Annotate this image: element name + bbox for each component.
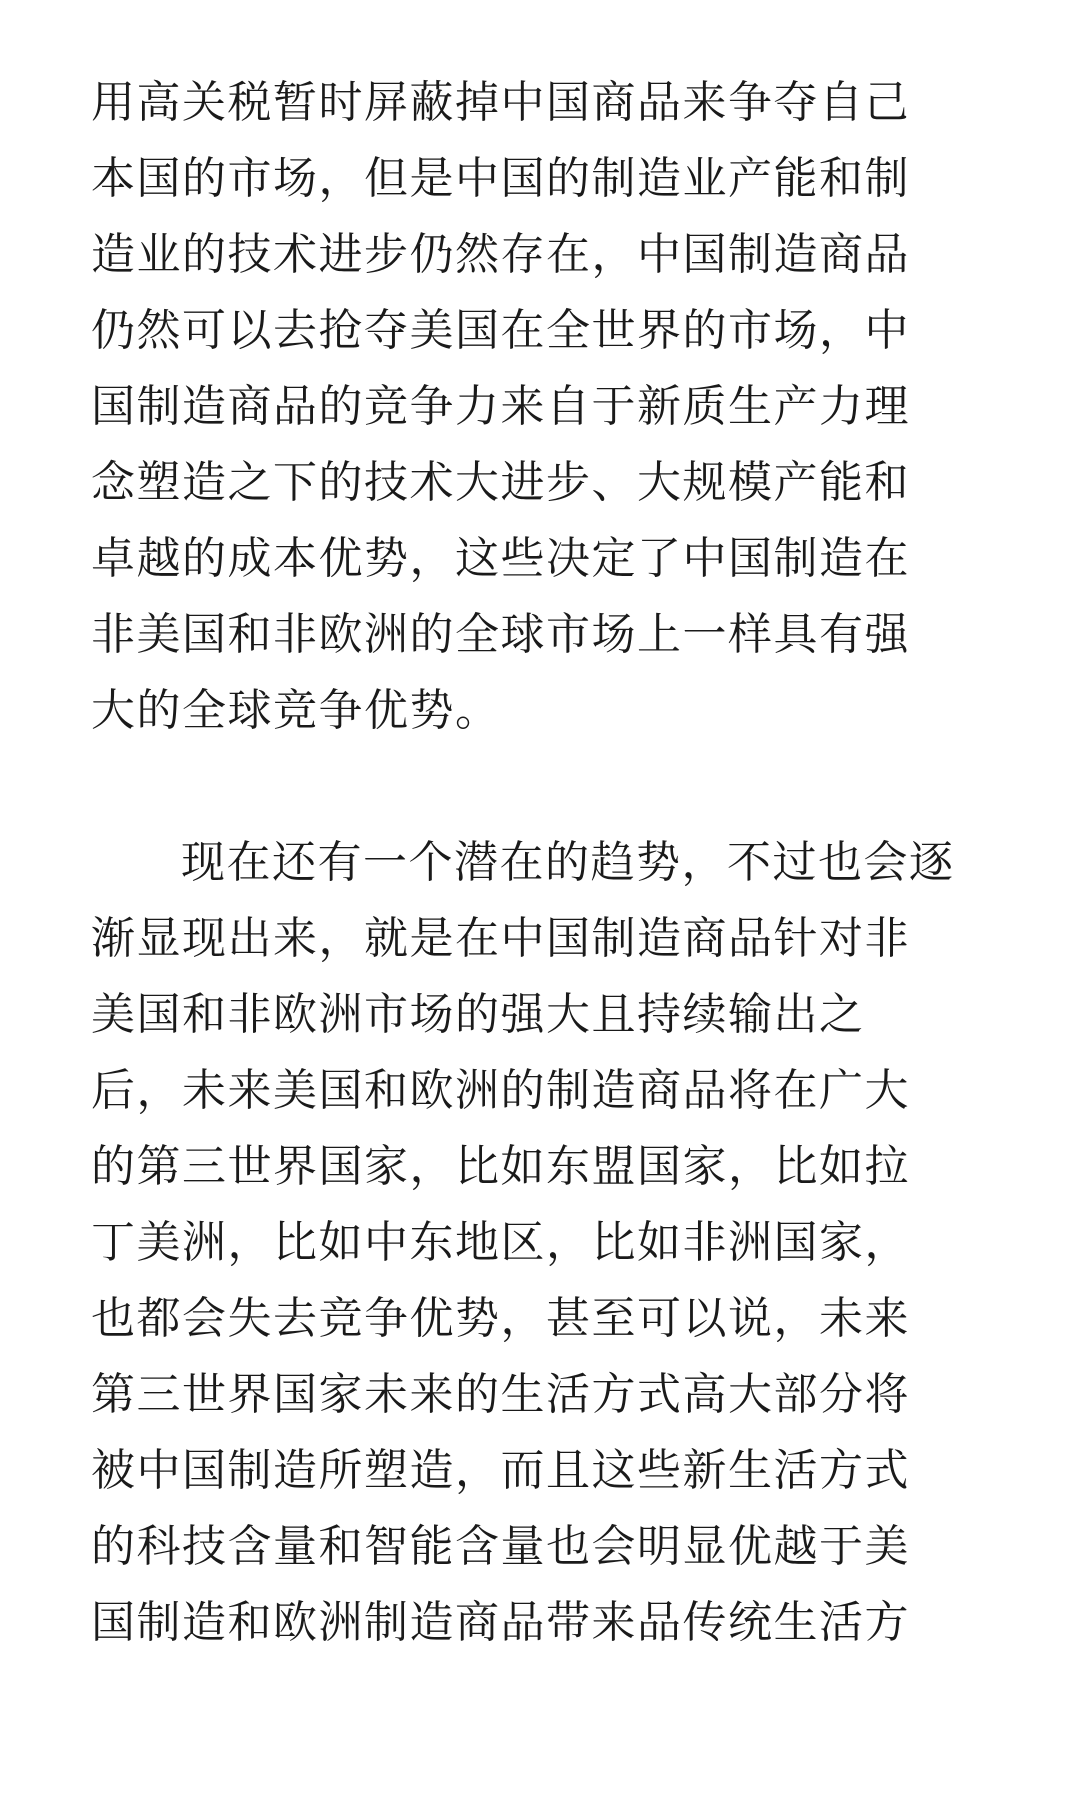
paragraph-1 xyxy=(91,65,991,749)
text-line: 本国的市场，但是中国的制造业产能和制 xyxy=(91,153,910,204)
text-line: 国制造商品的竞争力来自于新质生产力理 xyxy=(91,381,910,432)
text-line-indented xyxy=(91,825,991,901)
text-line: 美国和非欧洲市场的强大且持续输出之 xyxy=(91,989,865,1040)
text-line: 卓越的成本优势，这些决定了中国制造在 xyxy=(91,533,910,584)
paragraph-2 xyxy=(91,825,991,1661)
text-line: 现在还有一个潜在的趋势，不过也会逐 xyxy=(181,837,955,888)
text-line: 用高关税暂时屏蔽掉中国商品来争夺自己 xyxy=(91,77,910,128)
text-line: 仍然可以去抢夺美国在全世界的市场，中 xyxy=(91,305,910,356)
text-line: 也都会失去竞争优势，甚至可以说，未来 xyxy=(91,1293,910,1344)
text-line: 的第三世界国家，比如东盟国家，比如拉 xyxy=(91,1141,910,1192)
text-line: 国制造和欧洲制造商品带来品传统生活方 xyxy=(91,1597,910,1648)
text-line: 被中国制造所塑造，而且这些新生活方式 xyxy=(91,1445,910,1496)
text-line: 丁美洲，比如中东地区，比如非洲国家， xyxy=(91,1217,910,1268)
article-body xyxy=(91,65,991,1661)
text-line: 渐显现出来，就是在中国制造商品针对非 xyxy=(91,913,910,964)
text-line: 念塑造之下的技术大进步、大规模产能和 xyxy=(91,457,910,508)
text-line: 大的全球竞争优势。 xyxy=(91,685,501,736)
paragraph-spacer xyxy=(91,749,991,825)
text-line: 后，未来美国和欧洲的制造商品将在广大 xyxy=(91,1065,910,1116)
text-line: 造业的技术进步仍然存在，中国制造商品 xyxy=(91,229,910,280)
text-line: 的科技含量和智能含量也会明显优越于美 xyxy=(91,1521,910,1572)
text-line: 非美国和非欧洲的全球市场上一样具有强 xyxy=(91,609,910,660)
text-line: 第三世界国家未来的生活方式高大部分将 xyxy=(91,1369,910,1420)
